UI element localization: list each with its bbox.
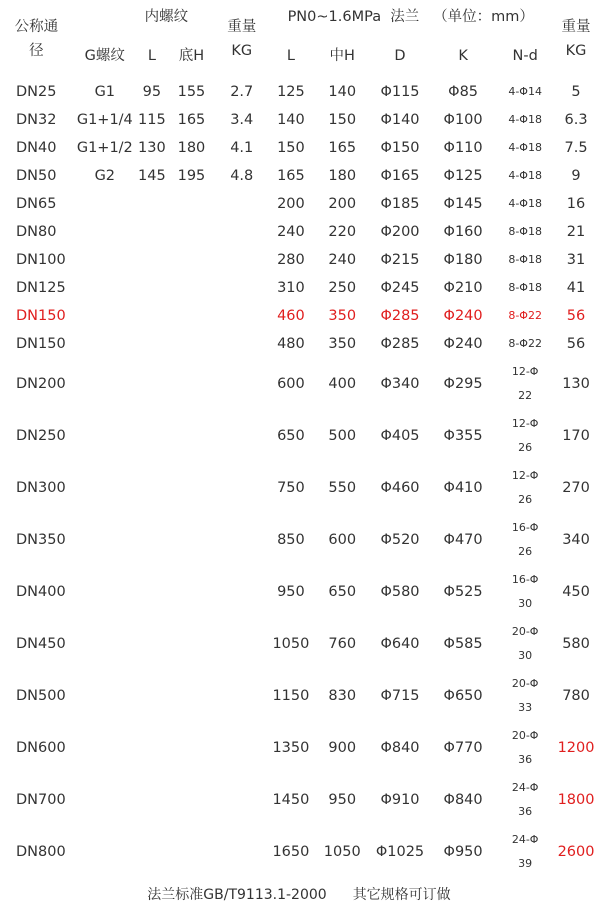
d-cell: Φ405	[380, 428, 420, 444]
dn-cell: DN25	[16, 84, 57, 100]
base-h-cell: 155	[177, 84, 206, 100]
n-d-cell: 8-Φ18	[508, 225, 542, 238]
table-row	[0, 274, 598, 302]
k-cell: Φ240	[443, 336, 483, 352]
mid-h-cell: 220	[328, 224, 357, 240]
base-h-cell: 195	[177, 168, 206, 184]
l-cell	[137, 410, 167, 462]
d-cell: Φ340	[380, 376, 420, 392]
n-d-cell: 8-Φ18	[508, 253, 542, 266]
flange-l-cell: 165	[277, 168, 305, 184]
dn-cell: DN250	[16, 428, 66, 444]
base-h-cell	[167, 826, 216, 878]
table-body	[0, 78, 598, 878]
g-thread-cell: G1	[94, 84, 116, 100]
flange-l-cell: 480	[277, 336, 305, 352]
n-d-value: 20-Φ33	[511, 677, 539, 714]
mid-h-cell: 165	[328, 140, 357, 156]
d-cell: Φ1025	[375, 844, 425, 860]
flange-l-cell: 1150	[272, 688, 310, 704]
g-thread-cell	[73, 274, 137, 302]
weight-cell	[216, 618, 267, 670]
d-cell: Φ150	[380, 140, 420, 156]
k-cell: Φ145	[443, 196, 483, 212]
weight-cell	[216, 190, 267, 218]
d-cell: Φ715	[380, 688, 420, 704]
dn-cell: DN200	[16, 376, 66, 392]
flange-l-cell: 200	[277, 196, 305, 212]
dn-cell: DN50	[16, 168, 57, 184]
g-thread-cell	[73, 358, 137, 410]
table-row	[0, 722, 598, 774]
d-cell: Φ140	[380, 112, 420, 128]
d-cell: Φ460	[380, 480, 420, 496]
table-row	[0, 134, 598, 162]
dn-cell: DN700	[16, 792, 66, 808]
mid-h-cell: 400	[328, 376, 357, 392]
d-cell: Φ580	[380, 584, 420, 600]
weight-cell	[216, 330, 267, 358]
flange-l-cell: 1450	[272, 792, 310, 808]
base-h-cell	[167, 190, 216, 218]
n-d-value: 12-Φ26	[511, 469, 539, 506]
g-thread-cell	[73, 410, 137, 462]
n-d-cell	[496, 358, 554, 410]
table-row	[0, 78, 598, 106]
d-cell: Φ520	[380, 532, 420, 548]
mid-h-cell: 250	[328, 280, 357, 296]
weight-cell: 3.4	[230, 112, 254, 128]
header-flange-group: PN0~1.6MPa 法兰 （单位：mm）	[287, 9, 534, 25]
l-cell: 130	[138, 140, 166, 156]
k-cell: Φ160	[443, 224, 483, 240]
flange-l-cell: 750	[277, 480, 305, 496]
g-thread-cell	[73, 774, 137, 826]
flange-l-cell: 850	[277, 532, 305, 548]
mid-h-cell: 150	[328, 112, 357, 128]
header-l: L	[147, 48, 156, 64]
l-cell	[137, 670, 167, 722]
flange-l-cell: 600	[277, 376, 305, 392]
dn-cell: DN40	[16, 140, 57, 156]
table-row	[0, 330, 598, 358]
k-cell: Φ525	[443, 584, 483, 600]
d-cell: Φ200	[380, 224, 420, 240]
table-row	[0, 162, 598, 190]
base-h-cell	[167, 618, 216, 670]
n-d-cell	[496, 670, 554, 722]
n-d-value: 20-Φ36	[511, 729, 539, 766]
g-thread-cell: G2	[94, 168, 116, 184]
mid-h-cell: 1050	[323, 844, 361, 860]
weight-cell	[216, 670, 267, 722]
weight-cell	[216, 302, 267, 330]
mid-h-cell: 240	[328, 252, 357, 268]
n-d-cell: 4-Φ14	[508, 85, 542, 98]
header-k: K	[458, 48, 468, 64]
mid-h-cell: 200	[328, 196, 357, 212]
weight-cell	[216, 566, 267, 618]
l-cell	[137, 330, 167, 358]
weight-cell	[216, 274, 267, 302]
d-cell: Φ185	[380, 196, 420, 212]
flange-l-cell: 280	[277, 252, 305, 268]
l-cell	[137, 302, 167, 330]
base-h-cell	[167, 774, 216, 826]
g-thread-cell	[73, 722, 137, 774]
dn-cell: DN400	[16, 584, 66, 600]
g-thread-cell	[73, 514, 137, 566]
flange-l-cell: 150	[277, 140, 305, 156]
dn-cell: DN800	[16, 844, 66, 860]
flange-weight-cell: 5	[571, 84, 581, 100]
base-h-cell	[167, 358, 216, 410]
weight-cell: 4.1	[230, 140, 254, 156]
table-row	[0, 670, 598, 722]
weight-cell	[216, 826, 267, 878]
mid-h-cell: 550	[328, 480, 357, 496]
n-d-cell	[496, 774, 554, 826]
k-cell: Φ470	[443, 532, 483, 548]
g-thread-cell	[73, 462, 137, 514]
flange-l-cell: 1650	[272, 844, 310, 860]
flange-weight-cell: 56	[566, 308, 586, 324]
dn-cell: DN65	[16, 196, 57, 212]
l-cell: 95	[142, 84, 162, 100]
dn-cell: DN150	[16, 308, 66, 324]
table-row	[0, 566, 598, 618]
k-cell: Φ100	[443, 112, 483, 128]
l-cell: 145	[138, 168, 166, 184]
base-h-cell	[167, 246, 216, 274]
n-d-cell: 4-Φ18	[508, 141, 542, 154]
flange-weight-cell: 580	[562, 636, 590, 652]
d-cell: Φ215	[380, 252, 420, 268]
header-base-h: 底H	[178, 48, 205, 64]
footer-note	[0, 884, 598, 904]
table-row	[0, 826, 598, 878]
n-d-value: 12-Φ22	[511, 365, 539, 402]
d-cell: Φ910	[380, 792, 420, 808]
flange-l-cell: 125	[277, 84, 305, 100]
flange-standard-text: 法兰标准GB/T9113.1-2000	[147, 887, 327, 903]
g-thread-cell	[73, 190, 137, 218]
l-cell	[137, 274, 167, 302]
n-d-cell: 4-Φ18	[508, 169, 542, 182]
flange-l-cell: 1350	[272, 740, 310, 756]
base-h-cell	[167, 462, 216, 514]
header-n-d: N-d	[512, 48, 538, 64]
flange-weight-cell: 780	[562, 688, 590, 704]
n-d-cell: 8-Φ22	[508, 309, 542, 322]
n-d-cell: 8-Φ18	[508, 281, 542, 294]
l-cell	[137, 618, 167, 670]
base-h-cell	[167, 302, 216, 330]
d-cell: Φ840	[380, 740, 420, 756]
n-d-cell	[496, 462, 554, 514]
weight-cell	[216, 358, 267, 410]
g-thread-cell	[73, 618, 137, 670]
mid-h-cell: 650	[328, 584, 357, 600]
d-cell: Φ245	[380, 280, 420, 296]
base-h-cell: 165	[177, 112, 206, 128]
flange-weight-cell: 170	[562, 428, 590, 444]
weight-cell	[216, 722, 267, 774]
n-d-cell	[496, 618, 554, 670]
n-d-cell: 8-Φ22	[508, 337, 542, 350]
mid-h-cell: 140	[328, 84, 357, 100]
flange-weight-cell: 7.5	[564, 140, 588, 156]
flange-l-cell: 950	[277, 584, 305, 600]
n-d-cell	[496, 514, 554, 566]
l-cell	[137, 826, 167, 878]
table-row	[0, 218, 598, 246]
header-g-thread: G螺纹	[84, 48, 125, 64]
flange-weight-cell: 1200	[557, 740, 595, 756]
flange-weight-cell: 130	[562, 376, 590, 392]
k-cell: Φ125	[443, 168, 483, 184]
n-d-value: 16-Φ30	[511, 573, 539, 610]
base-h-cell	[167, 410, 216, 462]
k-cell: Φ180	[443, 252, 483, 268]
weight-cell: 4.8	[230, 168, 254, 184]
weight-cell	[216, 218, 267, 246]
n-d-value: 12-Φ26	[511, 417, 539, 454]
base-h-cell: 180	[177, 140, 206, 156]
table-row	[0, 410, 598, 462]
dn-cell: DN125	[16, 280, 66, 296]
table-row	[0, 190, 598, 218]
l-cell	[137, 358, 167, 410]
l-cell	[137, 566, 167, 618]
d-cell: Φ285	[380, 336, 420, 352]
flange-weight-cell: 270	[562, 480, 590, 496]
base-h-cell	[167, 330, 216, 358]
table-row	[0, 462, 598, 514]
n-d-value: 24-Φ39	[511, 833, 539, 870]
flange-l-cell: 1050	[272, 636, 310, 652]
l-cell	[137, 774, 167, 826]
base-h-cell	[167, 218, 216, 246]
base-h-cell	[167, 670, 216, 722]
flange-weight-cell: 450	[562, 584, 590, 600]
g-thread-cell	[73, 566, 137, 618]
g-thread-cell	[73, 330, 137, 358]
base-h-cell	[167, 722, 216, 774]
flange-l-cell: 650	[277, 428, 305, 444]
k-cell: Φ410	[443, 480, 483, 496]
l-cell	[137, 462, 167, 514]
n-d-cell: 4-Φ18	[508, 197, 542, 210]
mid-h-cell: 950	[328, 792, 357, 808]
flange-weight-cell: 16	[566, 196, 586, 212]
k-cell: Φ650	[443, 688, 483, 704]
flange-weight-cell: 1800	[557, 792, 595, 808]
l-cell	[137, 722, 167, 774]
d-cell: Φ285	[380, 308, 420, 324]
mid-h-cell: 830	[328, 688, 357, 704]
l-cell	[137, 218, 167, 246]
n-d-value: 24-Φ36	[511, 781, 539, 818]
header-nominal-diameter: 公称通径	[14, 19, 59, 59]
g-thread-cell	[73, 826, 137, 878]
weight-cell: 2.7	[230, 84, 254, 100]
flange-weight-cell: 340	[562, 532, 590, 548]
dn-cell: DN500	[16, 688, 66, 704]
g-thread-cell	[73, 670, 137, 722]
mid-h-cell: 180	[328, 168, 357, 184]
flange-l-cell: 240	[277, 224, 305, 240]
n-d-value: 16-Φ26	[511, 521, 539, 558]
mid-h-cell: 900	[328, 740, 357, 756]
mid-h-cell: 350	[328, 308, 357, 324]
header-inner-thread: 内螺纹	[144, 9, 189, 25]
dn-cell: DN150	[16, 336, 66, 352]
flange-weight-cell: 31	[566, 252, 586, 268]
g-thread-cell	[73, 218, 137, 246]
table-row	[0, 618, 598, 670]
flange-weight-cell: 2600	[557, 844, 595, 860]
table-row	[0, 358, 598, 410]
header-flange-l: L	[286, 48, 295, 64]
n-d-cell	[496, 722, 554, 774]
weight-cell	[216, 514, 267, 566]
n-d-cell	[496, 410, 554, 462]
k-cell: Φ85	[448, 84, 479, 100]
dn-cell: DN300	[16, 480, 66, 496]
base-h-cell	[167, 514, 216, 566]
flange-l-cell: 460	[277, 308, 305, 324]
k-cell: Φ295	[443, 376, 483, 392]
g-thread-cell	[73, 302, 137, 330]
custom-order-text: 其它规格可订做	[352, 887, 451, 903]
k-cell: Φ110	[443, 140, 483, 156]
k-cell: Φ210	[443, 280, 483, 296]
k-cell: Φ240	[443, 308, 483, 324]
weight-cell	[216, 246, 267, 274]
d-cell: Φ165	[380, 168, 420, 184]
table-row	[0, 514, 598, 566]
g-thread-cell	[73, 246, 137, 274]
flange-weight-cell: 21	[566, 224, 586, 240]
flange-weight-cell: 6.3	[564, 112, 588, 128]
flange-weight-cell: 56	[566, 336, 586, 352]
flange-l-cell: 140	[277, 112, 305, 128]
flange-l-cell: 310	[277, 280, 305, 296]
n-d-cell: 4-Φ18	[508, 113, 542, 126]
table-row	[0, 302, 598, 330]
d-cell: Φ115	[380, 84, 420, 100]
header-d: D	[394, 48, 406, 64]
header-mid-h: 中H	[329, 48, 355, 64]
base-h-cell	[167, 566, 216, 618]
dn-cell: DN600	[16, 740, 66, 756]
g-thread-cell: G1+1/2	[76, 140, 133, 156]
table-row	[0, 246, 598, 274]
dn-cell: DN80	[16, 224, 57, 240]
k-cell: Φ355	[443, 428, 483, 444]
base-h-cell	[167, 274, 216, 302]
weight-cell	[216, 774, 267, 826]
table-row	[0, 774, 598, 826]
mid-h-cell: 500	[328, 428, 357, 444]
flange-weight-cell: 41	[566, 280, 586, 296]
mid-h-cell: 600	[328, 532, 357, 548]
table-header	[0, 0, 598, 78]
n-d-value: 20-Φ30	[511, 625, 539, 662]
k-cell: Φ770	[443, 740, 483, 756]
flange-weight-cell: 9	[571, 168, 581, 184]
n-d-cell	[496, 826, 554, 878]
mid-h-cell: 760	[328, 636, 357, 652]
g-thread-cell: G1+1/4	[76, 112, 133, 128]
mid-h-cell: 350	[328, 336, 357, 352]
k-cell: Φ585	[443, 636, 483, 652]
table-row	[0, 106, 598, 134]
d-cell: Φ640	[380, 636, 420, 652]
l-cell	[137, 514, 167, 566]
n-d-cell	[496, 566, 554, 618]
l-cell	[137, 190, 167, 218]
dn-cell: DN450	[16, 636, 66, 652]
weight-cell	[216, 410, 267, 462]
dn-cell: DN32	[16, 112, 57, 128]
weight-cell	[216, 462, 267, 514]
l-cell: 115	[138, 112, 166, 128]
k-cell: Φ950	[443, 844, 483, 860]
header-weight: 重量KG	[227, 19, 257, 59]
dn-cell: DN100	[16, 252, 66, 268]
dn-cell: DN350	[16, 532, 66, 548]
header-flange-weight: 重量KG	[561, 19, 591, 59]
l-cell	[137, 246, 167, 274]
k-cell: Φ840	[443, 792, 483, 808]
